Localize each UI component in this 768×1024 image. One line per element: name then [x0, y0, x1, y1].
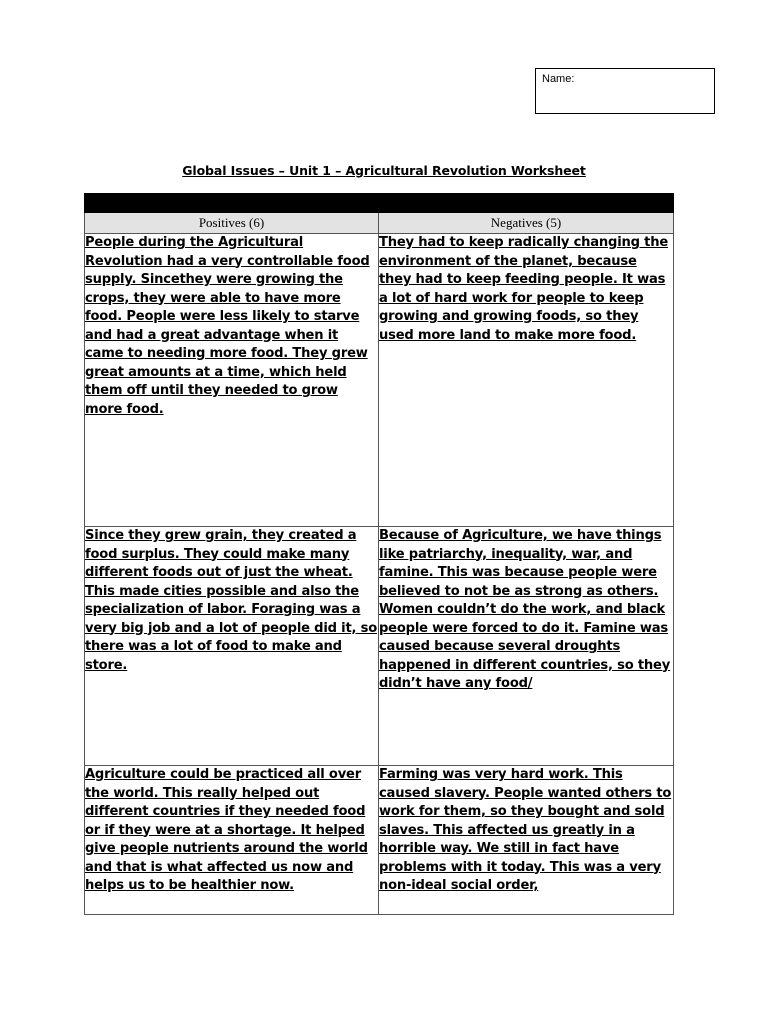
column-headers — [85, 213, 674, 234]
negative-cell: They had to keep radically changing the environment of the planet, because they had to keep feeding people. It was a lot of hard work for people to keep growing and growing foods, so they used more land to make more food. — [379, 234, 674, 527]
table-row — [85, 527, 674, 766]
positives-header: Positives (6) — [85, 213, 379, 234]
positive-cell: People during the Agricultural Revolution had a very controllable food supply. Sincethey were growing the crops, they were able to have more food. People were less likely to starve and had a great advantage when it came to needing more food. They grew great amounts at a time, which held them off until they needed to grow more food. — [85, 234, 379, 527]
header-bar-cell — [85, 194, 674, 213]
page-title: Global Issues – Unit 1 – Agricultural Revolution Worksheet — [182, 163, 586, 178]
positive-cell: Agriculture could be practiced all over the world. This really helped out different countries if they needed food or if they were at a shortage. It helped give people nutrients around the world and that is what affected us now and helps us to be healthier now. — [85, 766, 379, 915]
name-label: Name: — [542, 73, 575, 85]
table-row — [85, 766, 674, 915]
negatives-header: Negatives (5) — [379, 213, 674, 234]
negative-cell: Because of Agriculture, we have things like patriarchy, inequality, war, and famine. This was because people were believed to not be as strong as others. Women couldn’t do the work, and black people were forced to do it. Famine was caused because several droughts happened in different countries, so they didn’t have any food/ — [379, 527, 674, 766]
worksheet-table — [84, 193, 674, 915]
negative-cell: Farming was very hard work. This caused slavery. People wanted others to work for them, so they bought and sold slaves. This affected us greatly in a horrible way. We still in fact have problems with it today. This was a very non-ideal social order, — [379, 766, 674, 915]
positive-cell: Since they grew grain, they created a food surplus. They could make many different foods out of just the wheat. This made cities possible and also the specialization of labor. Foraging was a very big job and a lot of people did it, so there was a lot of food to make and store. — [85, 527, 379, 766]
table-header-bar — [85, 194, 674, 213]
table-row — [85, 234, 674, 527]
name-field[interactable] — [535, 68, 715, 114]
